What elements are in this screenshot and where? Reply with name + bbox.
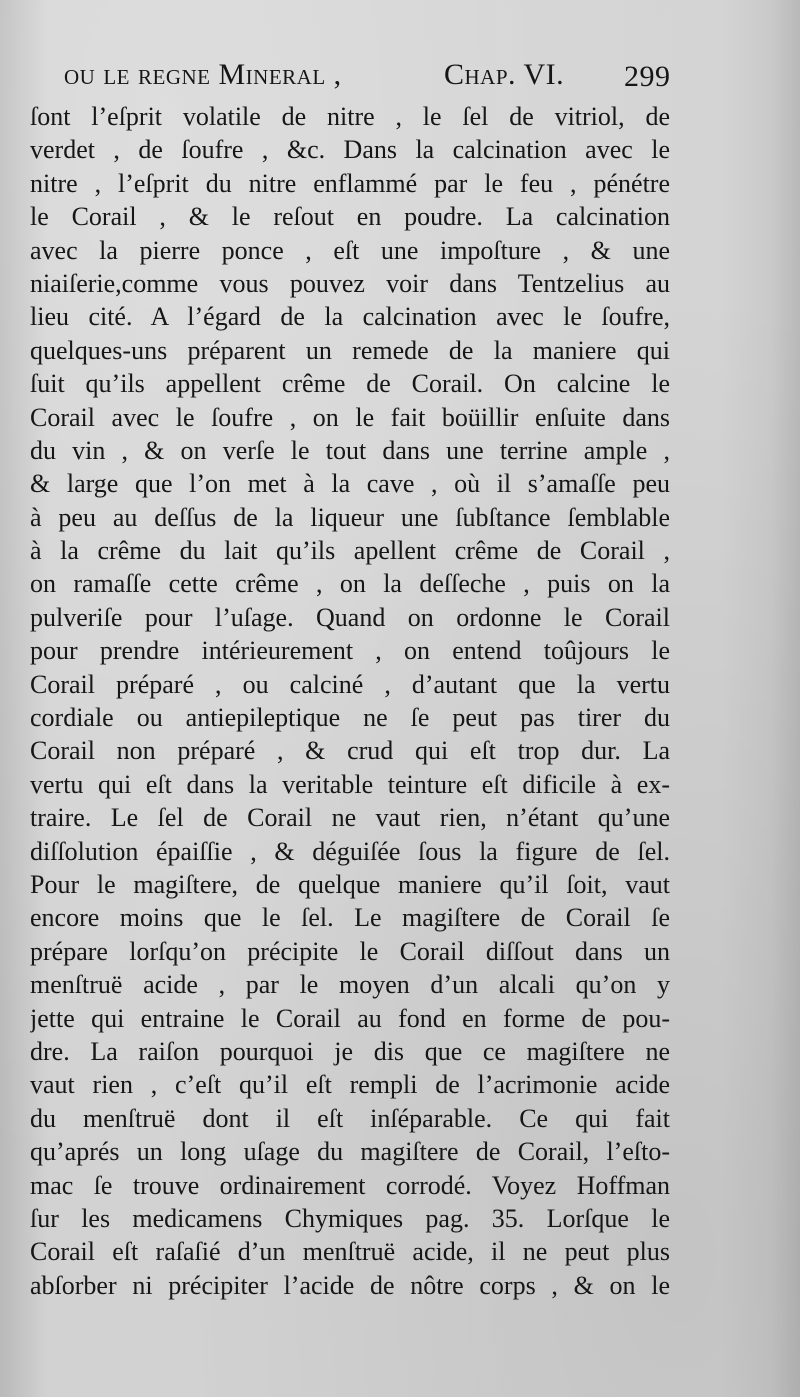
text-line: verdet , de ſoufre , &c. Dans la calcination avec le xyxy=(30,135,670,165)
text-line: abſorber ni précipiter l’acide de nôtre corps , & on le xyxy=(30,1270,670,1300)
text-line: avec la pierre ponce , eſt une impoſture , & une xyxy=(30,235,670,265)
text-line: à la crême du lait qu’ils apellent crême de Corail , xyxy=(30,536,670,566)
text-line: ſuit qu’ils appellent crême de Corail. On calcine le xyxy=(30,369,670,399)
running-head-chapter: Chap. VI. xyxy=(444,58,565,91)
text-line: niaiſerie,comme vous pouvez voir dans Tentzelius au xyxy=(30,268,670,298)
text-line: pour prendre intérieurement , on entend toûjours le xyxy=(30,636,670,666)
text-line: ſur les medicamens Chymiques pag. 35. Lorſque le xyxy=(30,1203,670,1233)
text-line: pulveriſe pour l’uſage. Quand on ordonne le Corail xyxy=(30,602,670,632)
text-line: menſtruë acide , par le moyen d’un alcali qu’on y xyxy=(30,970,670,1000)
text-line: à peu au deſſus de la liqueur une ſubſtance ſemblable xyxy=(30,502,670,532)
page-edge-shadow xyxy=(770,0,800,1397)
text-line: Pour le magiſtere, de quelque maniere qu’il ſoit, vaut xyxy=(30,869,670,899)
text-line: cordiale ou antiepileptique ne ſe peut pas tirer du xyxy=(30,703,670,733)
text-line: Corail avec le ſoufre , on le fait boüillir enſuite dans xyxy=(30,402,670,432)
text-line: nitre , l’eſprit du nitre enflammé par le feu , pénétre xyxy=(30,168,670,198)
text-line: lieu cité. A l’égard de la calcination avec le ſoufre, xyxy=(30,302,670,332)
text-line: quelques-uns préparent un remede de la maniere qui xyxy=(30,335,670,365)
text-line: Corail préparé , ou calciné , d’autant que la vertu xyxy=(30,669,670,699)
text-line: vaut rien , c’eſt qu’il eſt rempli de l’acrimonie acide xyxy=(30,1070,670,1100)
text-line: prépare lorſqu’on précipite le Corail diſſout dans un xyxy=(30,936,670,966)
text-line: jette qui entraine le Corail au fond en forme de pou- xyxy=(30,1003,670,1033)
text-line: dre. La raiſon pourquoi je dis que ce magiſtere ne xyxy=(30,1036,670,1066)
text-line: & large que l’on met à la cave , où il s’amaſſe peu xyxy=(30,469,670,499)
text-line: traire. Le ſel de Corail ne vaut rien, n’étant qu’une xyxy=(30,803,670,833)
text-line: vertu qui eſt dans la veritable teinture eſt dificile à ex- xyxy=(30,769,670,799)
running-head-title: ou le regne Mineral , xyxy=(64,58,342,91)
text-line: mac ſe trouve ordinairement corrodé. Voyez Hoffman xyxy=(30,1170,670,1200)
text-line: diſſolution épaiſſie , & déguiſée ſous la figure de ſel. xyxy=(30,836,670,866)
text-line: Corail non préparé , & crud qui eſt trop dur. La xyxy=(30,736,670,766)
page-number: 299 xyxy=(624,60,671,93)
text-line: du menſtruë dont il eſt inſéparable. Ce qui fait xyxy=(30,1103,670,1133)
text-line: qu’aprés un long uſage du magiſtere de Corail, l’eſto- xyxy=(30,1137,670,1167)
text-line: le Corail , & le reſout en poudre. La calcination xyxy=(30,202,670,232)
text-line: ſont l’eſprit volatile de nitre , le ſel de vitriol, de xyxy=(30,102,670,131)
text-body xyxy=(30,100,670,1302)
text-line: on ramaſſe cette crême , on la deſſeche , puis on la xyxy=(30,569,670,599)
text-line: Corail eſt raſaſié d’un menſtruë acide, il ne peut plus xyxy=(30,1237,670,1267)
text-line: du vin , & on verſe le tout dans une terrine ample , xyxy=(30,435,670,465)
running-head xyxy=(64,58,671,100)
text-line: encore moins que le ſel. Le magiſtere de Corail ſe xyxy=(30,903,670,933)
